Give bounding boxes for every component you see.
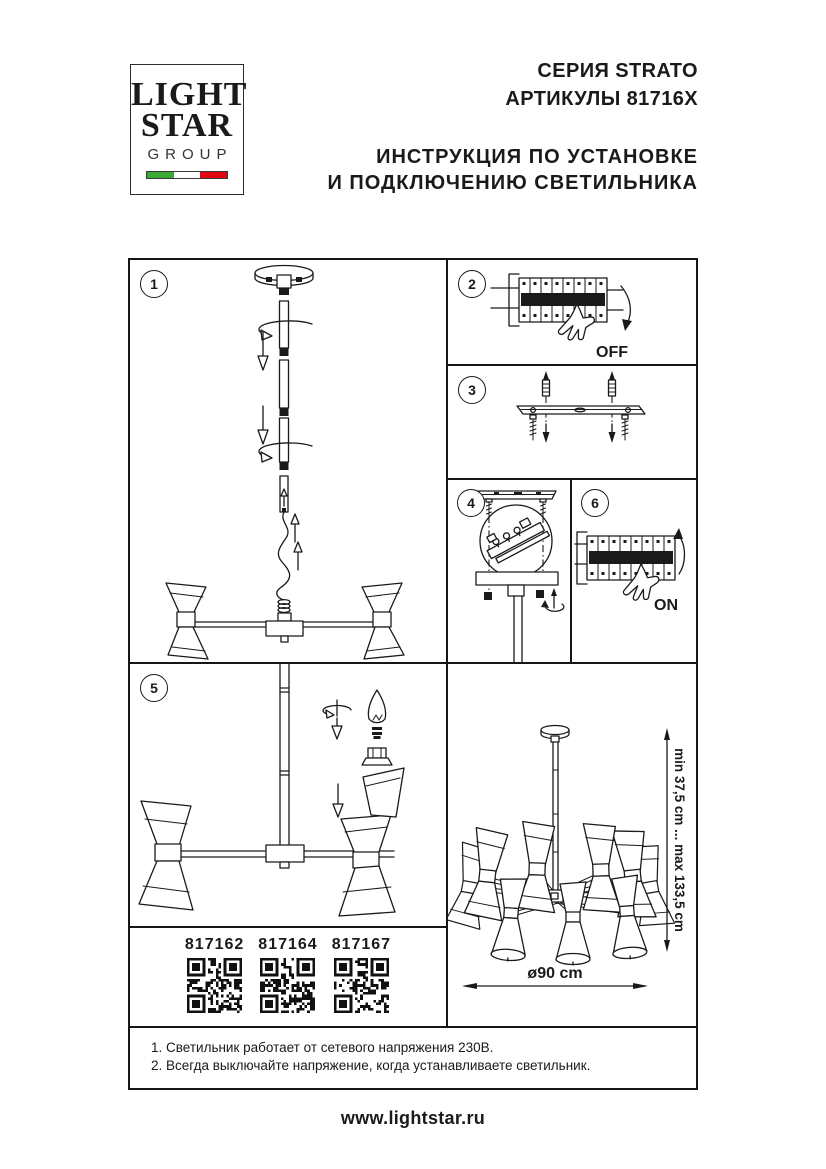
- step5-number: 5: [140, 674, 168, 702]
- step3-number: 3: [458, 376, 486, 404]
- diameter-dimension: [462, 965, 648, 989]
- logo-word-group: GROUP: [147, 146, 233, 163]
- panel-step5: [130, 664, 448, 928]
- diagram-frame: [128, 258, 698, 1090]
- screw-left: [530, 415, 536, 440]
- step6-number: 6: [581, 489, 609, 517]
- shade-bulb-drawing: [130, 664, 446, 926]
- step1-number: 1: [140, 270, 168, 298]
- note-line-2: 2. Всегда выключайте напряжение, когда устанавливаете светильник.: [151, 1058, 591, 1073]
- diameter-label: ø90 cm: [527, 965, 583, 982]
- note-line-1: 1. Светильник работает от сетевого напряжения 230В.: [151, 1040, 494, 1055]
- qr-code: [334, 958, 389, 1013]
- series-title: СЕРИЯ STRATO: [537, 60, 698, 82]
- terminal-block: [482, 511, 550, 565]
- qr-code: [260, 958, 315, 1013]
- panel-step2: [448, 260, 696, 366]
- qr-code: [187, 958, 242, 1013]
- lightstar-logo: [130, 64, 248, 195]
- article-number: 817162: [184, 936, 245, 953]
- off-label: OFF: [596, 344, 628, 361]
- qr-item-3: [332, 936, 391, 1013]
- article-number: 817167: [331, 936, 392, 953]
- screw-right: [622, 415, 628, 440]
- logo-word-light: LIGHT: [131, 76, 248, 113]
- article-number: 817164: [258, 936, 318, 953]
- height-range-label: min 37,5 cm ... max 133,5 cm: [672, 748, 687, 932]
- on-label: ON: [654, 597, 678, 614]
- anchor-right: [609, 371, 616, 396]
- bulb: [368, 690, 385, 739]
- bracket-anchors-drawing: [448, 366, 696, 478]
- instruction-title-line1: ИНСТРУКЦИЯ ПО УСТАНОВКЕ: [376, 146, 698, 168]
- panel-qr-codes: [130, 928, 448, 1028]
- website-url: www.lightstar.ru: [340, 1108, 486, 1128]
- panel-step3: [448, 366, 696, 480]
- panel-step1: [130, 260, 448, 664]
- socket: [362, 748, 392, 765]
- breaker-off-drawing: [448, 260, 696, 364]
- chandelier-overview-drawing: [448, 664, 696, 1026]
- qr-item-1: [185, 936, 244, 1013]
- instruction-title-line2: И ПОДКЛЮЧЕНИЮ СВЕТИЛЬНИКА: [327, 172, 698, 194]
- anchor-left: [543, 371, 550, 396]
- logo-word-star: STAR: [140, 107, 234, 144]
- panel-step6: [572, 480, 696, 664]
- qr-item-2: [258, 936, 317, 1013]
- rod-assembly-drawing: [130, 260, 446, 662]
- rotate-icon: [541, 588, 564, 611]
- height-dimension: [664, 728, 687, 952]
- panel-notes: [130, 1028, 696, 1088]
- articles-title: АРТИКУЛЫ 81716X: [505, 88, 698, 110]
- header: [327, 57, 698, 196]
- panel-step4: [448, 480, 572, 664]
- panel-overview: [448, 664, 696, 1028]
- italian-flag-bar: [146, 171, 228, 179]
- step2-number: 2: [458, 270, 486, 298]
- step4-number: 4: [457, 489, 485, 517]
